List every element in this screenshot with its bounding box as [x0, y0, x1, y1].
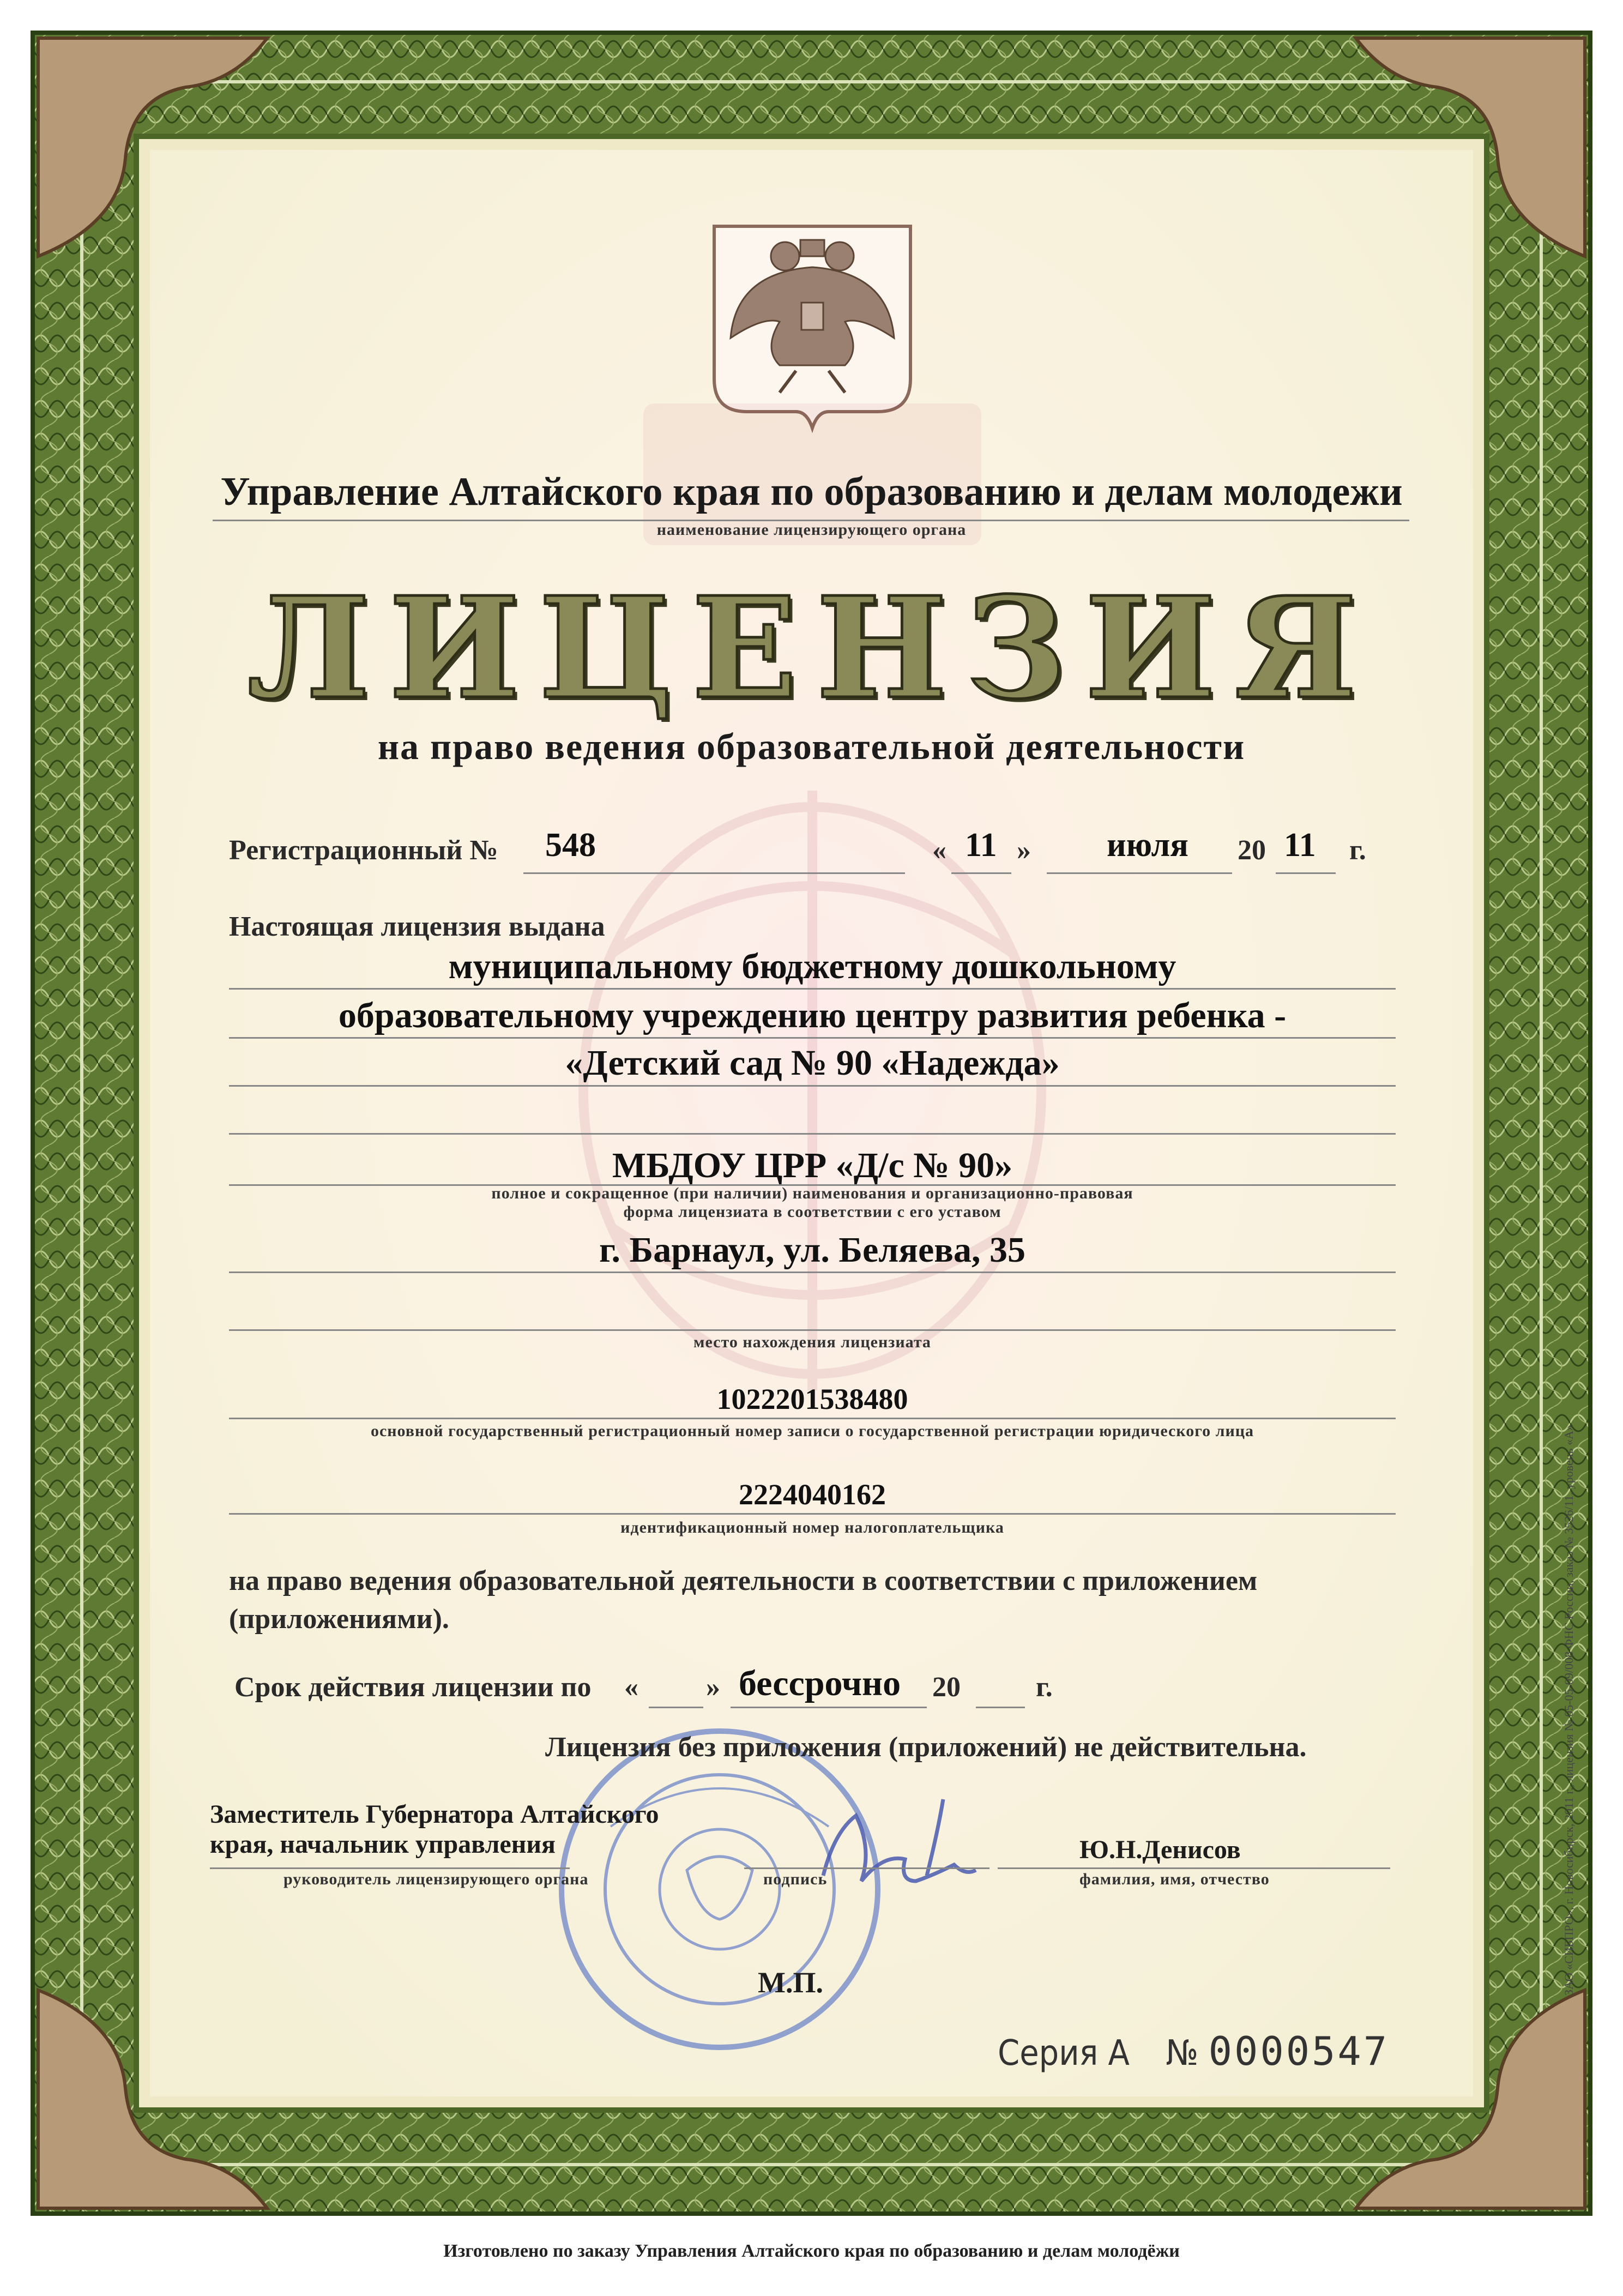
signatory-position-line1: Заместитель Губернатора Алтайского [210, 1800, 659, 1829]
licensing-authority-caption: наименование лицензирующего органа [656, 521, 967, 539]
ogrn-value: 1022201538480 [716, 1383, 908, 1415]
registration-quote-open: « [932, 835, 946, 866]
printer-note: Изготовлено по заказу Управления Алтайского края по образованию и делам молодёжи [443, 2241, 1180, 2261]
address-caption: место нахождения лицензиата [693, 1333, 931, 1351]
signatory-position-caption: руководитель лицензирующего органа [283, 1870, 589, 1888]
registration-month: июля [1107, 827, 1188, 864]
licensee-short-name: МБДОУ ЦРР «Д/с № 90» [612, 1146, 1013, 1185]
validity-year-unit: г. [1036, 1672, 1053, 1703]
right-text-line1: на право ведения образовательной деятельности в соответствии с приложением [229, 1565, 1258, 1596]
ogrn-caption: основной государственный регистрационный номер записи о государственной регистрации юридического лица [370, 1422, 1254, 1440]
licensee-name-line1: муниципальному бюджетному дошкольному [448, 947, 1176, 986]
validity-label: Срок действия лицензии по [234, 1672, 592, 1703]
series-number-sign: № [1166, 2033, 1199, 2074]
licensee-name-line3: «Детский сад № 90 «Надежда» [565, 1043, 1060, 1083]
printer-side-imprint: ЗАО «СИБПРО», г. Новосибирск, 2011 г., лицензия № 05-05-09/008 ФНС России, заказ № 3526/11, уровень «А» [1562, 1425, 1576, 1996]
inn-value: 2224040162 [739, 1478, 886, 1511]
validity-quote-close: » [706, 1672, 720, 1703]
registration-quote-close: » [1017, 835, 1031, 866]
document-title: ЛИЦЕНЗИЯ [247, 567, 1376, 730]
coat-of-arms-icon [714, 226, 910, 428]
signature-caption: подпись [763, 1870, 828, 1888]
series-block [998, 2028, 1389, 2074]
series-number: 0000547 [1208, 2028, 1390, 2074]
validity-quote-open: « [624, 1672, 638, 1703]
validity-value: бессрочно [739, 1664, 901, 1703]
registration-label: Регистрационный № [229, 835, 498, 866]
licensing-authority-name: Управление Алтайского края по образованию и делам молодежи [220, 469, 1403, 514]
registration-number: 548 [545, 827, 596, 864]
signatory-name: Ю.Н.Денисов [1079, 1835, 1241, 1864]
document-subtitle: на право ведения образовательной деятельности [377, 726, 1246, 767]
licensee-address: г. Барнаул, ул. Беляева, 35 [599, 1230, 1025, 1270]
validity-notice: Лицензия без приложения (приложений) не действительна. [545, 1732, 1307, 1763]
inn-caption: идентификационный номер налогоплательщика [620, 1518, 1004, 1536]
registration-year-unit: г. [1349, 835, 1366, 866]
signatory-name-caption: фамилия, имя, отчество [1079, 1870, 1270, 1888]
registration-year-prefix: 20 [1238, 835, 1266, 866]
issued-label: Настоящая лицензия выдана [229, 911, 605, 942]
registration-year-suffix: 11 [1284, 827, 1316, 864]
right-text-line2: (приложениями). [229, 1604, 449, 1635]
signatory-position-line2: края, начальник управления [210, 1830, 556, 1859]
validity-year-prefix: 20 [932, 1672, 961, 1703]
series-letter: А [1108, 2033, 1130, 2074]
series-label: Серия [998, 2033, 1099, 2074]
licensee-name-caption-2: форма лицензиата в соответствии с его уставом [623, 1203, 1001, 1221]
seal-place-label: М.П. [758, 1966, 823, 1999]
licensee-name-caption-1: полное и сокращенное (при наличии) наименования и организационно-правовая [491, 1184, 1133, 1202]
licensee-name-line2: образовательному учреждению центру развития ребенка - [338, 996, 1287, 1035]
registration-day: 11 [965, 827, 997, 864]
